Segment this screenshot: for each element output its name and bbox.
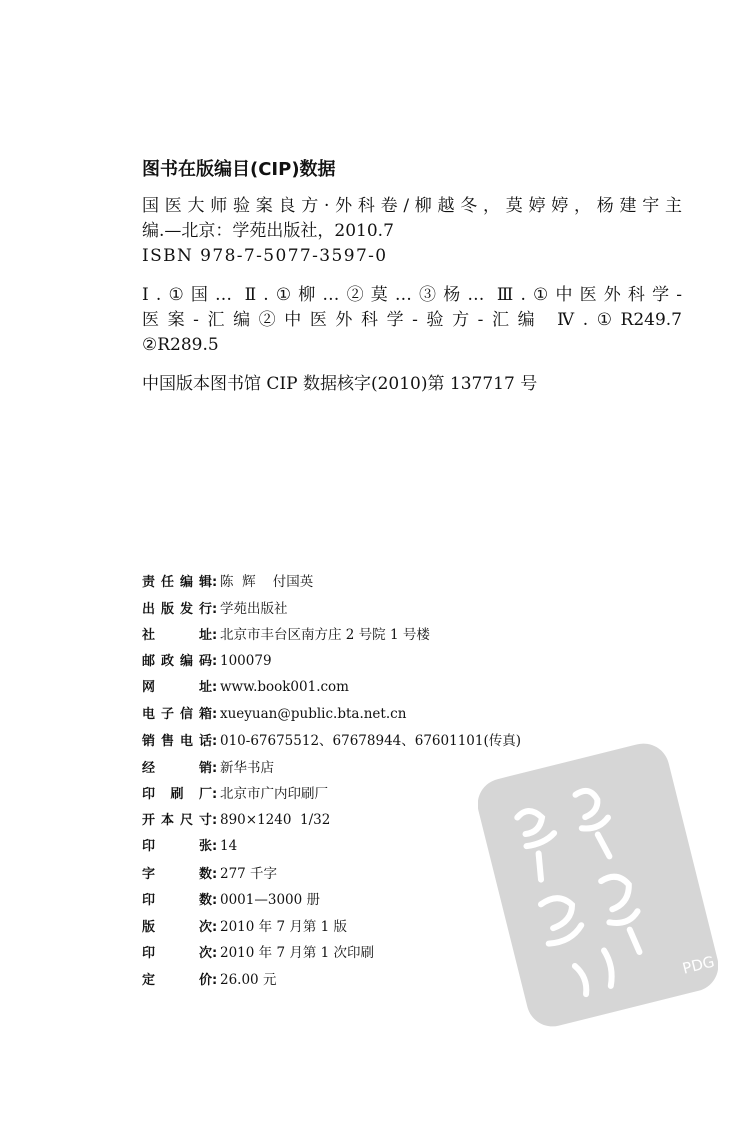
- detail-value: 陈 辉 付国英: [220, 574, 314, 590]
- detail-row: 经 销 : 新华书店: [142, 756, 521, 783]
- detail-row: 责 任 编 辑 : 陈 辉 付国英: [142, 570, 521, 597]
- detail-row: 开 本 尺 寸 : 890×1240 1/32: [142, 809, 521, 836]
- seal-watermark: [478, 740, 718, 1030]
- cip-class-line-1: Ⅰ.①国… Ⅱ.①柳…②莫…③杨… Ⅲ.①中医外科学-: [142, 285, 682, 305]
- detail-label: 网 址: [142, 680, 212, 695]
- cip-block: [142, 158, 682, 397]
- cip-class-line-3: ②R289.5: [142, 335, 219, 355]
- detail-value: xueyuan@public.bta.net.cn: [220, 705, 407, 722]
- detail-value: www.book001.com: [220, 679, 349, 695]
- detail-value: 26.00 元: [220, 971, 277, 988]
- detail-row: 网 址 : www.book001.com: [142, 676, 521, 703]
- detail-label: 责 任 编 辑: [142, 575, 212, 590]
- detail-row: 电 子 信 箱 : xueyuan@public.bta.net.cn: [142, 703, 521, 730]
- detail-value: 北京市广内印刷厂: [220, 786, 328, 802]
- cip-book-line-1: 国医大师验案良方·外科卷/柳越冬，莫婷婷，杨建宇主: [142, 196, 682, 216]
- detail-label: 印 张: [142, 839, 212, 854]
- detail-row: 定 价 : 26.00 元: [142, 968, 521, 995]
- detail-label: 邮 政 编 码: [142, 653, 212, 669]
- detail-value: 学苑出版社: [220, 600, 288, 617]
- cip-book-line-2: 编.—北京：学苑出版社，2010.7: [142, 221, 394, 241]
- detail-value: 277 千字: [220, 865, 278, 882]
- detail-label: 印 数: [142, 893, 212, 908]
- detail-label: 出 版 发 行: [142, 601, 212, 617]
- detail-value: 2010 年 7 月第 1 版: [220, 918, 347, 935]
- detail-value: 0001—3000 册: [220, 892, 321, 908]
- seal-mark: PDG: [680, 952, 717, 978]
- cip-class-line-2: 医案-汇编②中医外科学-验方-汇编 Ⅳ.①R249.7: [142, 310, 682, 330]
- detail-row: 销 售 电 话 : 010-67675512、67678944、67601101(传真): [142, 729, 521, 756]
- detail-label: 开 本 尺 寸: [142, 812, 212, 828]
- detail-label: 电 子 信 箱: [142, 706, 212, 722]
- detail-row: 出 版 发 行 : 学苑出版社: [142, 597, 521, 624]
- detail-label: 销 售 电 话: [142, 734, 212, 749]
- detail-value: 2010 年 7 月第 1 次印刷: [220, 945, 374, 961]
- detail-label: 版 次: [142, 919, 212, 935]
- detail-label: 社 址: [142, 628, 212, 643]
- detail-row: 版 次 : 2010 年 7 月第 1 版: [142, 915, 521, 942]
- detail-row: 邮 政 编 码 : 100079: [142, 650, 521, 677]
- detail-row: 社 址 : 北京市丰台区南方庄 2 号院 1 号楼: [142, 623, 521, 650]
- detail-label: 定 价: [142, 972, 212, 988]
- detail-label: 印 次: [142, 946, 212, 961]
- detail-label: 印 刷 厂: [142, 787, 212, 802]
- detail-label: 字 数: [142, 866, 212, 882]
- detail-value: 新华书店: [220, 759, 274, 776]
- cip-isbn: ISBN 978-7-5077-3597-0: [142, 246, 388, 266]
- detail-row: 印 数 : 0001—3000 册: [142, 888, 521, 915]
- detail-value: 890×1240 1/32: [220, 811, 331, 828]
- cip-record-line: 中国版本图书馆 CIP 数据核字(2010)第 137717 号: [142, 374, 538, 394]
- detail-row: 字 数 : 277 千字: [142, 862, 521, 889]
- detail-value: 北京市丰台区南方庄 2 号院 1 号楼: [220, 627, 430, 643]
- detail-label: 经 销: [142, 760, 212, 776]
- detail-value: 100079: [220, 652, 272, 669]
- detail-value: 010-67675512、67678944、67601101(传真): [220, 733, 522, 749]
- publication-details: [142, 570, 521, 994]
- seal-body: [478, 740, 718, 1030]
- detail-value: 14: [220, 838, 238, 854]
- detail-row: 印 次 : 2010 年 7 月第 1 次印刷: [142, 941, 521, 968]
- cip-heading: 图书在版编目(CIP)数据: [142, 159, 336, 180]
- detail-row: 印 刷 厂 : 北京市广内印刷厂: [142, 782, 521, 809]
- detail-row: 印 张 : 14: [142, 835, 521, 862]
